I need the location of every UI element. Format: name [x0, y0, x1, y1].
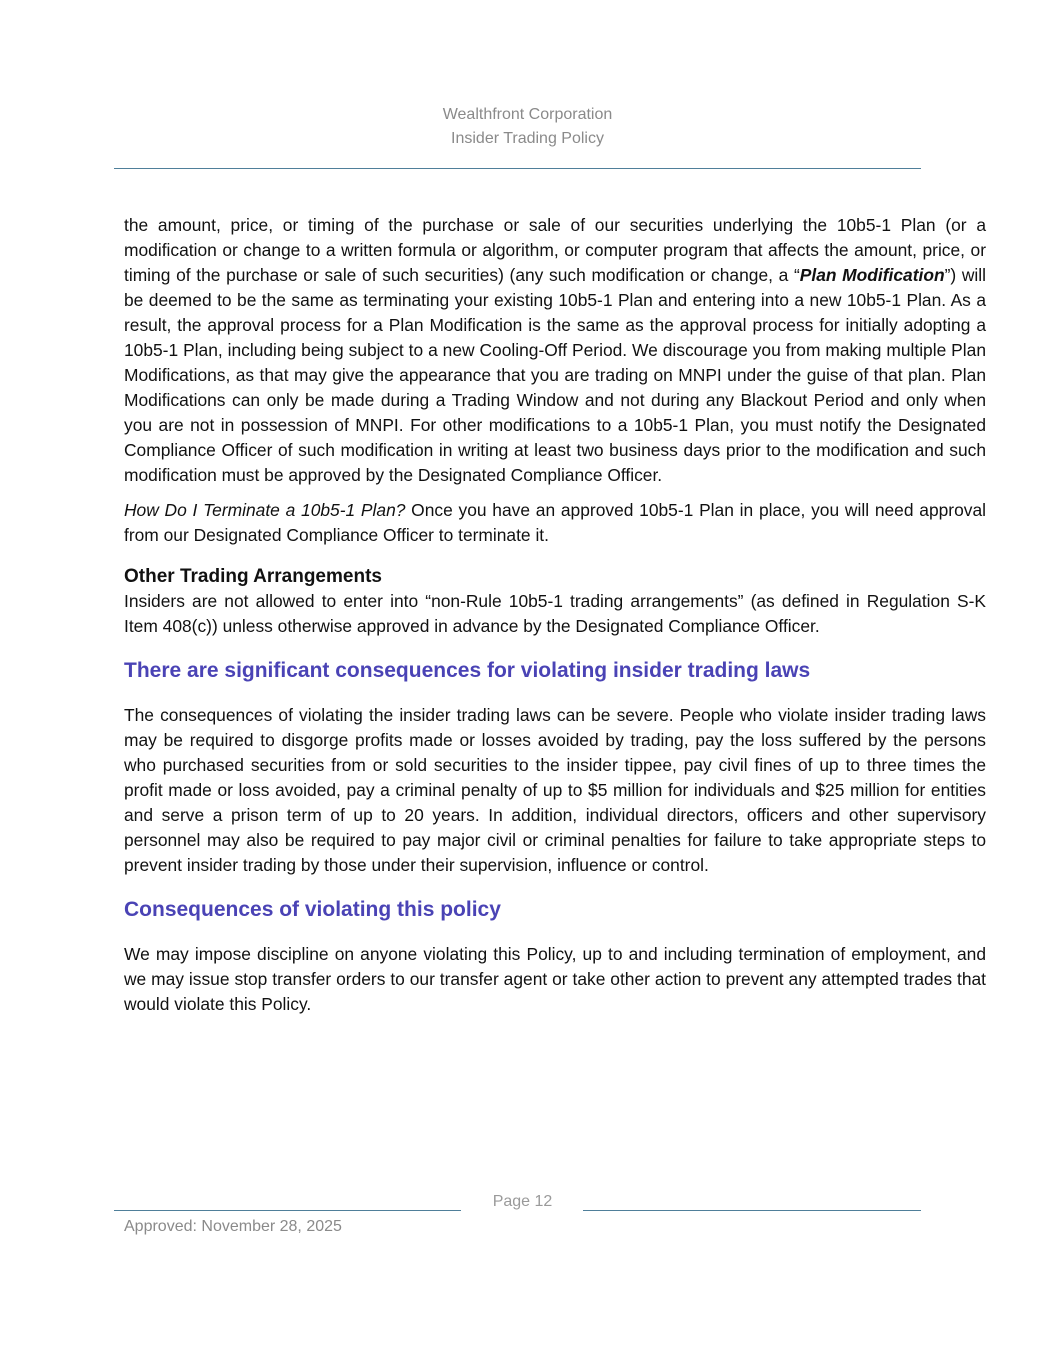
insider-trading-consequences-paragraph: The consequences of violating the insider trading laws can be severe. People who violate insider trading laws may be required to disgorge profits made or losses avoided by trading, pay the loss suffered by the persons who purchased securities from or sold securities to the insider tippee, pay civil fines of up to three times the profit made or loss avoided, pay a criminal penalty of up to $5 million for individuals and $25 million for entities and serve a prison term of up to 20 years. In addition, individual directors, officers and other supervisory personnel may also be required to pay major civil or criminal penalties for failure to take appropriate steps to prevent insider trading by those under their supervision, influence or control. — [124, 705, 986, 875]
paragraph-text: the amount, price, or timing of the purchase or sale of our securities underlying the 10b5-1 Plan (or a modification or change to a written formula or algorithm, or computer program that affects the amount, price, or timing of the purchase or sale of such securities) (any such modification or change, a “ — [124, 215, 986, 285]
footer-rule-right — [583, 1210, 921, 1211]
paragraph-text: ”) will be deemed to be the same as terminating your existing 10b5-1 Plan and entering into a new 10b5-1 Plan. As a result, the approval process for a Plan Modification is the same as the approval process for initially adopting a 10b5-1 Plan, including being subject to a new Cooling-Off Period. We discourage you from making multiple Plan Modifications, as that may give the appearance that you are trading on MNPI under the guise of that plan. Plan Modifications can only be made during a Trading Window and not during any Blackout Period and only when you are not in possession of MNPI. For other modifications to a 10b5-1 Plan, you must notify the Designated Compliance Officer of such modification in writing at least two business days prior to the modification and such modification must be approved by the Designated Compliance Officer. — [124, 265, 986, 485]
header-rule — [114, 168, 921, 169]
defined-term: Plan Modification — [799, 265, 945, 285]
policy-violation-paragraph: We may impose discipline on anyone violating this Policy, up to and including termination of employment, and we may issue stop transfer orders to our transfer agent or take other action to prevent any attempted trades that would violate this Policy. — [124, 944, 986, 1014]
page-number: Page 12 — [492, 1193, 553, 1210]
page-body — [124, 213, 986, 1017]
paragraph-text: Once you have an approved 10b5-1 Plan in place, you will need approval from our Designated Compliance Officer to terminate it. — [124, 500, 986, 545]
approval-date: Approved: November 28, 2025 — [124, 1218, 342, 1235]
document-title: Insider Trading Policy — [451, 130, 604, 147]
page-header — [0, 103, 1055, 151]
section-heading-policy-violation: Consequences of violating this policy — [124, 898, 501, 921]
question-lead: How Do I Terminate a 10b5-1 Plan? — [124, 500, 406, 520]
section-heading-insider-trading-laws: There are significant consequences for violating insider trading laws — [124, 659, 811, 682]
other-trading-arrangements-heading: Other Trading Arrangements — [124, 566, 382, 587]
other-trading-arrangements-paragraph: Insiders are not allowed to enter into “non-Rule 10b5-1 trading arrangements” (as defined in Regulation S-K Item 408(c)) unless otherwise approved in advance by the Designated Compliance Officer. — [124, 591, 986, 636]
terminate-plan-paragraph — [124, 498, 986, 548]
plan-modification-paragraph — [124, 213, 986, 488]
company-name: Wealthfront Corporation — [442, 106, 613, 123]
